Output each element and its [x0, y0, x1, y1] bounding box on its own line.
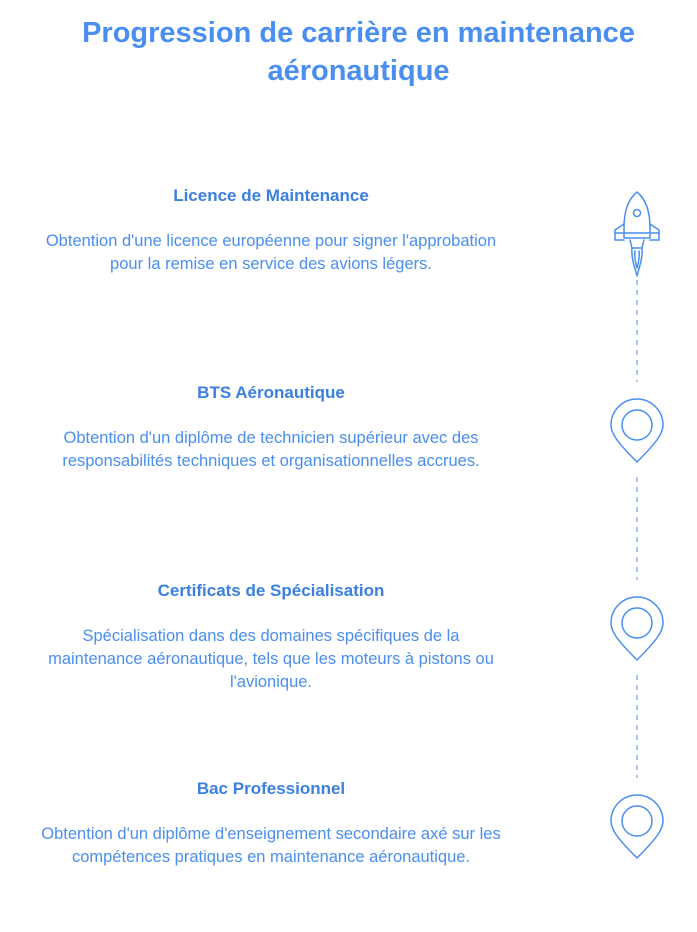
- step-description: Obtention d'un diplôme d'enseignement secondaire axé sur les compétences pratiques en maintenance aéronautique.: [41, 825, 501, 866]
- location-pin-icon: [611, 795, 663, 858]
- location-pin-icon: [611, 399, 663, 462]
- step-title: Licence de Maintenance: [173, 186, 369, 205]
- step-title: Bac Professionnel: [196, 779, 346, 798]
- step-description: Spécialisation dans des domaines spécifiques de la maintenance aéronautique, tels que les moteurs à pistons ou l'avionique.: [48, 627, 494, 691]
- step-title: BTS Aéronautique: [197, 383, 345, 402]
- step-description: Obtention d'un diplôme de technicien supérieur avec des responsabilités techniques et organisationnelles accrues.: [62, 429, 480, 470]
- step-title: Certificats de Spécialisation: [157, 581, 385, 600]
- rocket-icon: [615, 192, 659, 276]
- step-description: Obtention d'une licence européenne pour signer l'approbation pour la remise en service des avions légers.: [45, 232, 497, 273]
- page-title: Progression de carrière en maintenance aéronautique: [82, 17, 635, 87]
- location-pin-icon: [611, 597, 663, 660]
